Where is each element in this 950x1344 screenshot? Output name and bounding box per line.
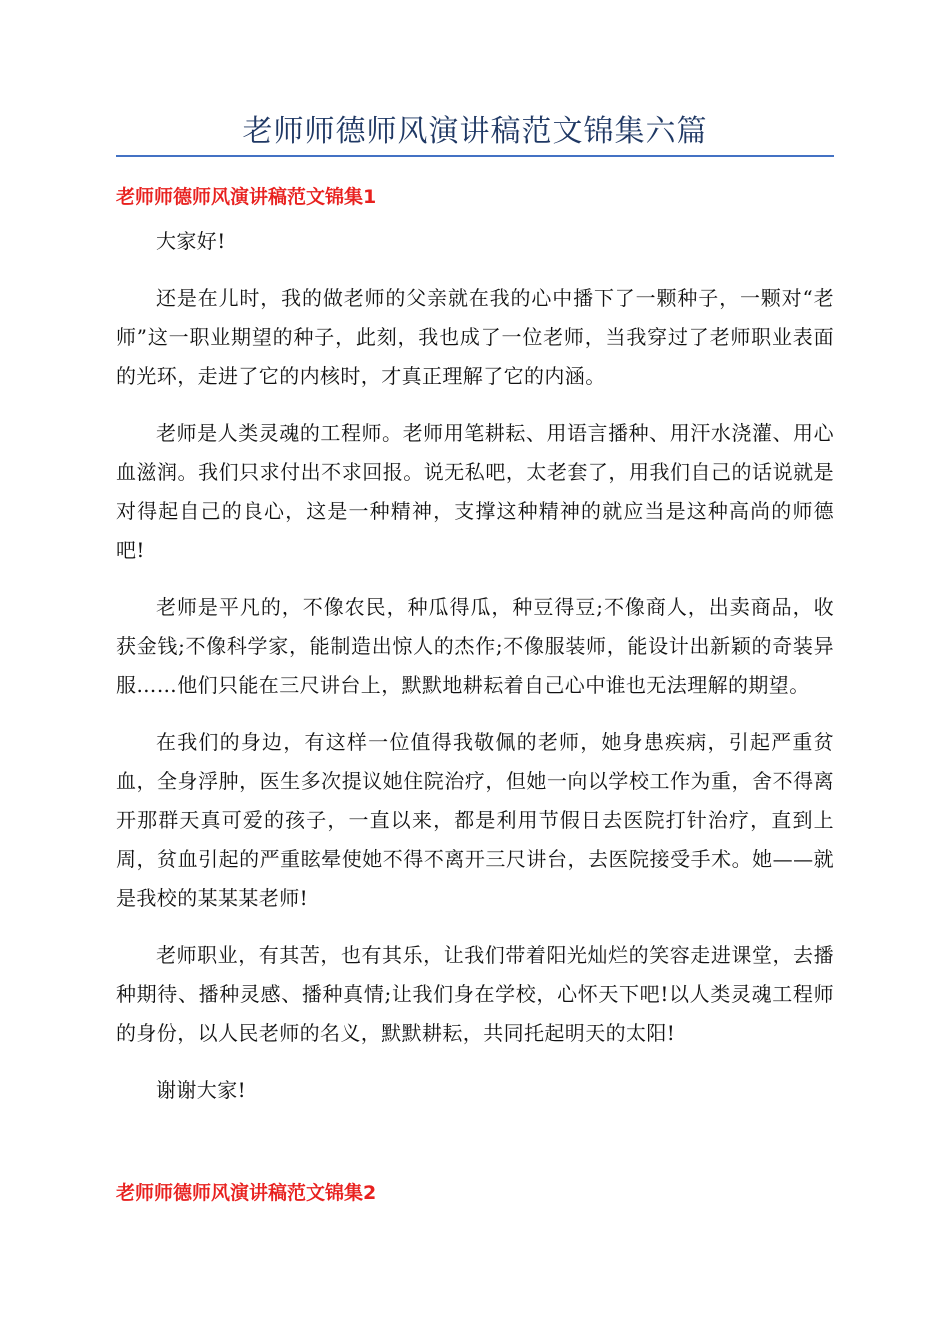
- document-title: 老师师德师风演讲稿范文锦集六篇: [242, 114, 708, 149]
- paragraph-5: 在我们的身边，有这样一位值得我敬佩的老师，她身患疾病，引起严重贫血，全身浮肿，医生多次提议她住院治疗，但她一向以学校工作为重，舍不得离开那群天真可爱的孩子，一直以来，都是利用节假日去医院打针治疗，直到上周，贫血引起的严重眩晕使她不得不离开三尺讲台，去医院接受手术。她——就是我校的某某某老师!: [116, 730, 834, 910]
- section-1-body: [116, 222, 834, 1128]
- paragraph-6: 老师职业，有其苦，也有其乐，让我们带着阳光灿烂的笑容走进课堂，去播种期待、播种灵感、播种真情;让我们身在学校，心怀天下吧!以人类灵魂工程师的身份，以人民老师的名义，默默耕耘，共同托起明天的太阳!: [116, 943, 834, 1045]
- paragraph-4: 老师是平凡的，不像农民，种瓜得瓜，种豆得豆;不像商人，出卖商品，收获金钱;不像科学家，能制造出惊人的杰作;不像服装师，能设计出新颖的奇装异服……他们只能在三尺讲台上，默默地耕耘着自己心中谁也无法理解的期望。: [116, 595, 834, 697]
- paragraph-closing: 谢谢大家!: [156, 1078, 247, 1102]
- paragraph-greeting: 大家好!: [156, 229, 226, 253]
- title-underline: [116, 155, 834, 157]
- paragraph-3: 老师是人类灵魂的工程师。老师用笔耕耘、用语言播种、用汗水浇灌、用心血滋润。我们只求付出不求回报。说无私吧，太老套了，用我们自己的话说就是对得起自己的良心，这是一种精神，支撑这种精神的就应当是这种高尚的师德吧!: [116, 421, 834, 562]
- section-heading-2: 老师师德师风演讲稿范文锦集2: [116, 1182, 377, 1204]
- section-heading-1: 老师师德师风演讲稿范文锦集1: [116, 186, 377, 208]
- paragraph-2: 还是在儿时，我的做老师的父亲就在我的心中播下了一颗种子，一颗对“老师”这一职业期望的种子，此刻，我也成了一位老师，当我穿过了老师职业表面的光环，走进了它的内核时，才真正理解了它的内涵。: [116, 286, 834, 388]
